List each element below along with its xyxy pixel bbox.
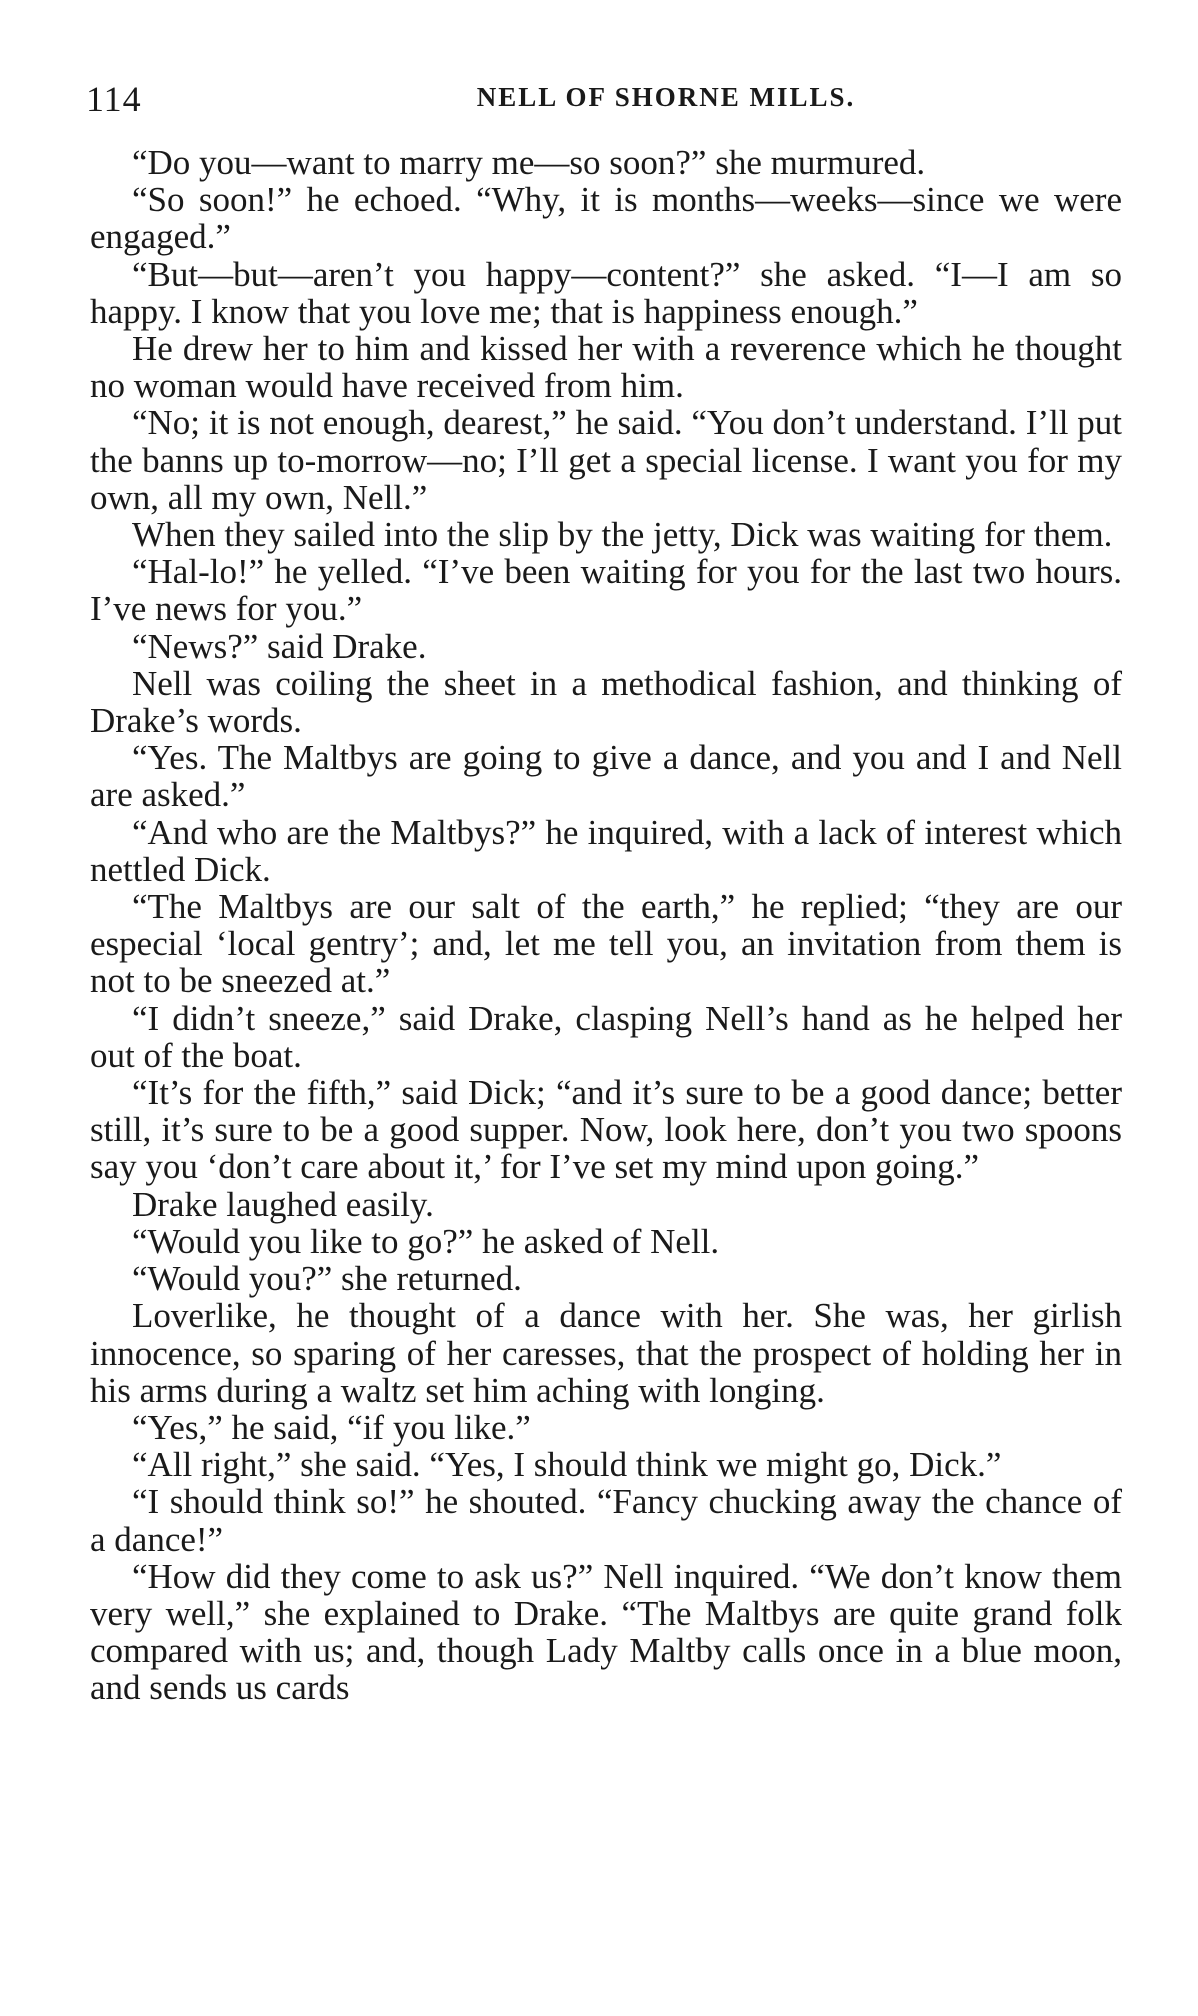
paragraph: “It’s for the fifth,” said Dick; “and it’s sure to be a good dance; better still, it’s sure to be a good supper. Now, look here, don’t you two spoons say you ‘don’t care about it,’ for I’ve set my mind upon going.” [90,1073,1122,1187]
paragraph: “Yes,” he said, “if you like.” [132,1407,531,1447]
paragraph: Loverlike, he thought of a dance with her. She was, her girlish innocence, so sparing of her caresses, that the prospect of holding her in his arms during a waltz set him aching with longing. [90,1296,1122,1410]
page-number: 114 [86,79,142,119]
paragraph: “Would you like to go?” he asked of Nell. [132,1221,720,1261]
paragraph: “Do you—want to marry me—so soon?” she murmured. [132,143,926,182]
paragraph: “So soon!” he echoed. “Why, it is months—weeks—since we were engaged.” [90,180,1122,257]
paragraph: “Would you?” she returned. [132,1259,522,1299]
paragraph: “Hal-lo!” he yelled. “I’ve been waiting for you for the last two hours. I’ve news for you.” [90,552,1122,629]
paragraph: “The Maltbys are our salt of the earth,” he replied; “they are our especial ‘local gentry’; and, let me tell you, an invitation from them is not to be sneezed at.” [90,887,1122,1001]
running-title: NELL OF SHORNE MILLS. [476,82,856,112]
paragraph: Drake laughed easily. [132,1184,434,1224]
page-header [86,78,1116,128]
paragraph: “Yes. The Maltbys are going to give a dance, and you and I and Nell are asked.” [90,738,1122,815]
body-text [90,144,1122,1707]
paragraph: When they sailed into the slip by the jetty, Dick was waiting for them. [132,515,1113,555]
paragraph: “I didn’t sneeze,” said Drake, clasping Nell’s hand as he helped her out of the boat. [90,998,1122,1075]
paragraph: “All right,” she said. “Yes, I should think we might go, Dick.” [132,1445,1002,1485]
paragraph: “News?” said Drake. [132,626,427,666]
paragraph: “No; it is not enough, dearest,” he said. “You don’t understand. I’ll put the banns up to-morrow—no; I’ll get a special license. I want you for my own, all my own, Nell.” [90,403,1122,517]
paragraph: “But—but—aren’t you happy—content?” she asked. “I—I am so happy. I know that you love me; that is happiness enough.” [90,254,1122,331]
paragraph: “How did they come to ask us?” Nell inquired. “We don’t know them very well,” she explained to Drake. “The Maltbys are quite grand folk compared with us; and, though Lady Maltby calls once in a blue moon, and sends us cards [90,1556,1122,1708]
paragraph: “I should think so!” he shouted. “Fancy chucking away the chance of a dance!” [90,1482,1122,1559]
paragraph: Nell was coiling the sheet in a methodical fashion, and thinking of Drake’s words. [90,663,1122,741]
paragraph: “And who are the Maltbys?” he inquired, with a lack of interest which nettled Dick. [90,812,1122,889]
paragraph: He drew her to him and kissed her with a reverence which he thought no woman would have received from him. [90,329,1122,406]
